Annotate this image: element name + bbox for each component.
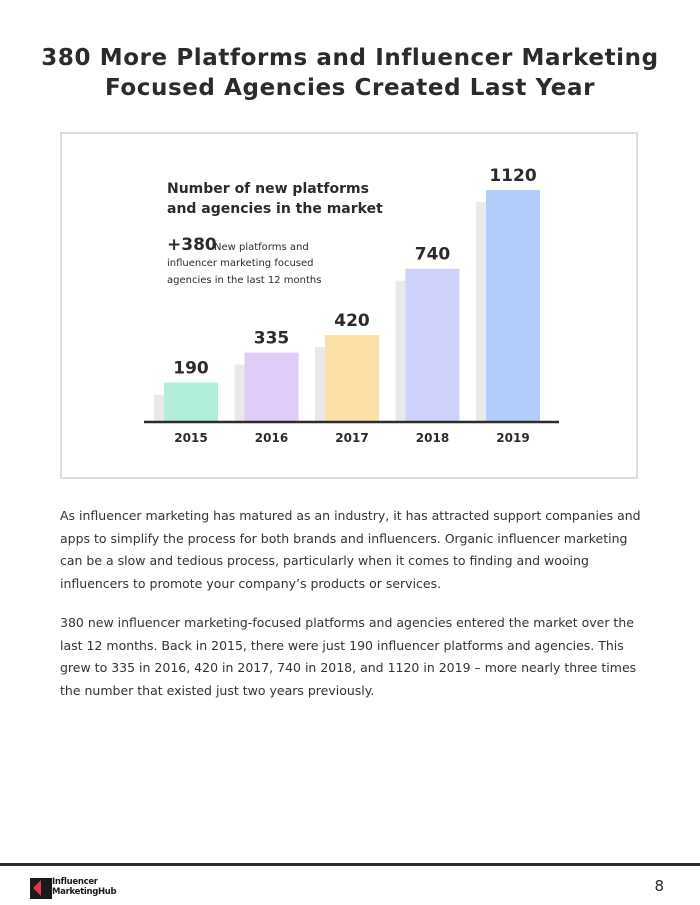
page-title: [40, 43, 660, 103]
chart-title-line-1: Number of new platforms: [167, 181, 369, 197]
page-number: 8: [654, 877, 664, 895]
bar-2015: [164, 383, 218, 422]
logo-text: [52, 877, 116, 897]
logo-text-line-1: Influencer: [52, 877, 98, 887]
bar-2016: [245, 353, 299, 422]
logo-mark-icon: [30, 876, 54, 900]
bar-2018: [406, 269, 460, 422]
logo-text-line-2: MarketingHub: [52, 887, 117, 897]
annotation-line-2: influencer marketing focused: [167, 258, 314, 269]
footer-divider: [0, 863, 700, 866]
bar-shadow-2016: [235, 365, 245, 422]
value-label-2019: 1120: [489, 166, 537, 186]
tick-label-2016: 2016: [254, 431, 289, 445]
value-label-2016: 335: [253, 328, 290, 349]
bar-2019: [486, 190, 540, 422]
bar-shadow-2019: [476, 202, 486, 422]
page-title-line-1: 380 More Platforms and Influencer Marketing: [41, 45, 659, 71]
tick-label-2018: 2018: [415, 431, 450, 445]
value-label-2018: 740: [414, 244, 451, 265]
chart-title-line-2: and agencies in the market: [167, 201, 383, 217]
bar-chart: [62, 134, 636, 477]
bar-shadow-2015: [154, 395, 164, 422]
tick-label-2017: 2017: [335, 431, 369, 445]
value-label-2015: 190: [173, 358, 209, 379]
bar-shadow-2018: [396, 281, 406, 422]
value-label-2017: 420: [334, 311, 370, 331]
bar-2017: [325, 335, 379, 422]
annotation-line-3: agencies in the last 12 months: [167, 275, 322, 286]
bar-shadow-2017: [315, 347, 325, 422]
chart-frame: [60, 132, 638, 479]
influencer-marketing-hub-logo: [30, 876, 130, 902]
annotation-value: +380: [167, 235, 217, 255]
tick-label-2019: 2019: [496, 431, 530, 445]
tick-label-2015: 2015: [174, 431, 208, 445]
page-title-line-2: Focused Agencies Created Last Year: [104, 75, 596, 101]
paragraph-2: 380 new influencer marketing-focused platforms and agencies entered the market over the last 12 months. Back in 2015, there were just 190 influencer platforms and agencies. This grew to 335 in 2016, 420 in 2017, 740 in 2018, and 1120 in 2019 – more nearly three times the number that existed just two years previously.: [60, 615, 637, 699]
annotation-line-1: New platforms and: [214, 242, 309, 253]
paragraph-1: As influencer marketing has matured as an industry, it has attracted support companies and apps to simplify the process for both brands and influencers. Organic influencer marketing can be a slow and tedious process, particularly when it comes to finding and wooing influencers to promote your company’s products or services.: [60, 508, 641, 592]
